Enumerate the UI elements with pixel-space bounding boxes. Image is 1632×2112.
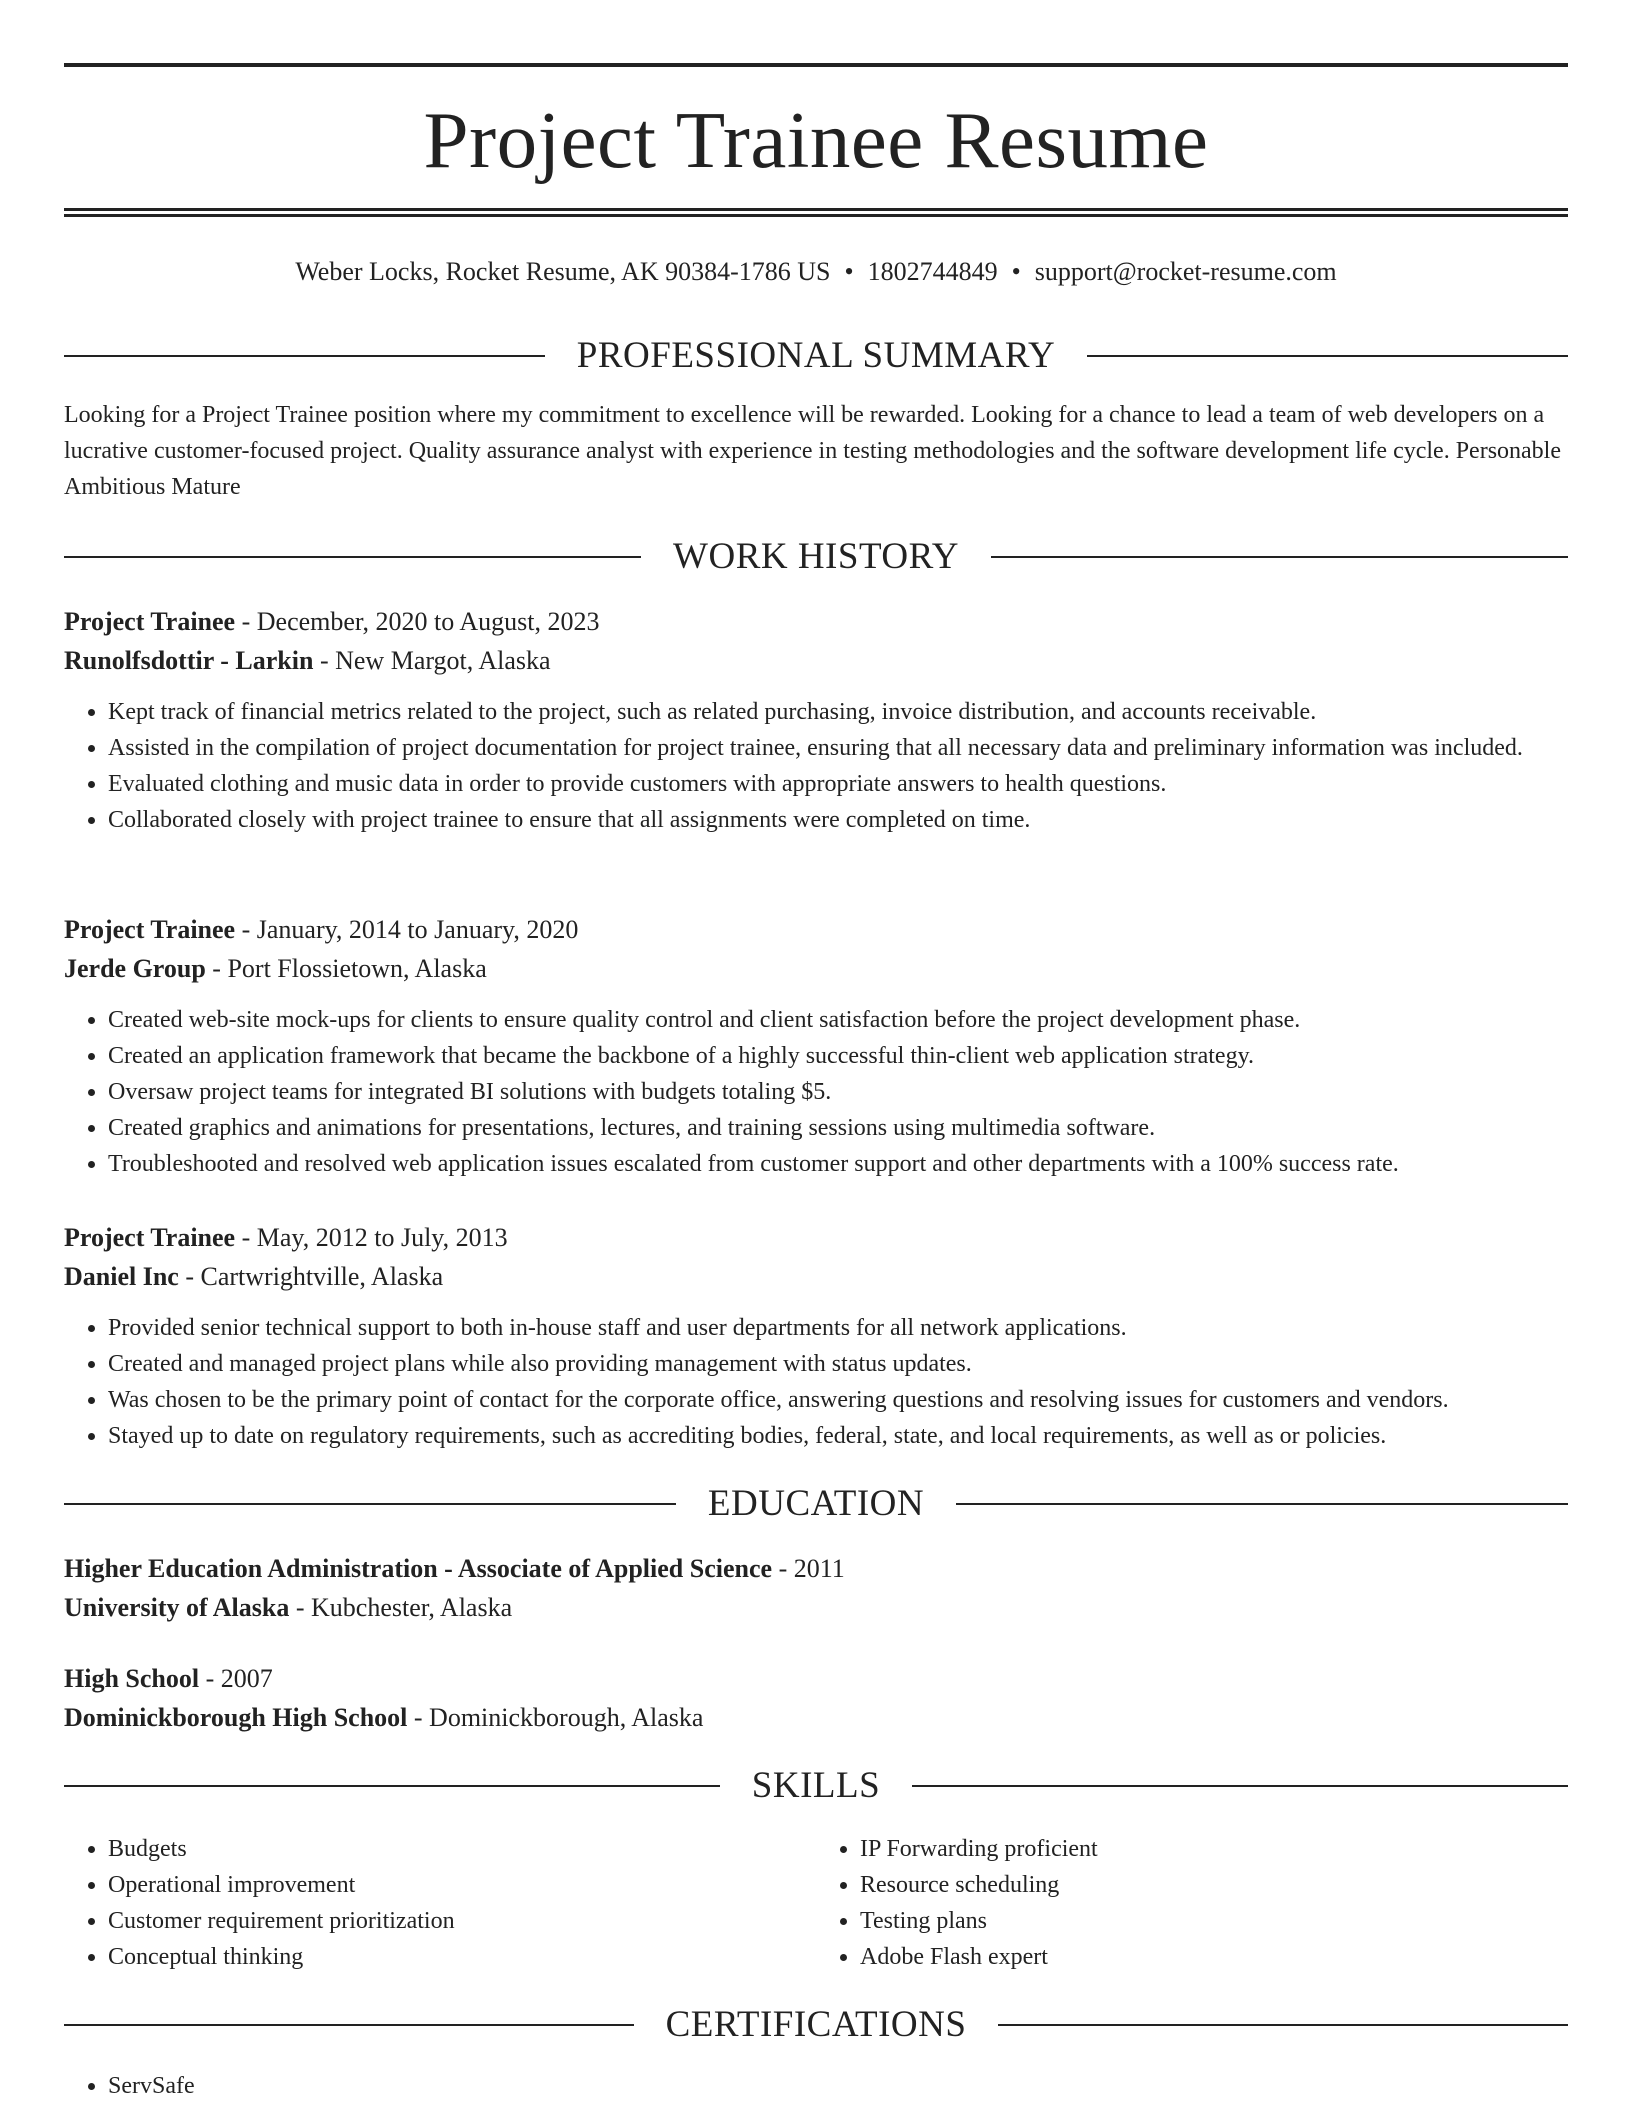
graduation-year: - 2007: [199, 1664, 273, 1693]
section-title: EDUCATION: [707, 1483, 925, 1524]
list-item: • Created an application framework that became the backbone of a highly successful thin-client web application strategy.: [108, 1038, 1568, 1074]
divider: [998, 2024, 1568, 2026]
contact-separator: •: [1011, 257, 1021, 286]
job-title: Project Trainee: [64, 1223, 236, 1252]
job-entry: [64, 910, 1568, 1182]
job-location: - Cartwrightville, Alaska: [178, 1262, 444, 1291]
divider: [64, 556, 641, 558]
school-location: - Kubchester, Alaska: [289, 1593, 513, 1622]
degree: High School: [64, 1664, 200, 1693]
skill-item: • Customer requirement prioritization: [108, 1903, 816, 1939]
divider: [956, 1503, 1568, 1505]
skill-item: • Resource scheduling: [860, 1867, 1568, 1903]
list-item: • Was chosen to be the primary point of contact for the corporate office, answering questions and resolving issues for customers and vendors.: [108, 1382, 1568, 1418]
education-entry: [64, 1659, 1568, 1737]
school-row: [64, 1588, 1568, 1627]
contact-email: support@rocket-resume.com: [1034, 257, 1337, 286]
skill-item: • Budgets: [108, 1831, 816, 1867]
certifications-heading: [64, 2003, 1568, 2047]
job-entry: [64, 602, 1568, 838]
divider: [991, 556, 1568, 558]
list-item: • Created graphics and animations for presentations, lectures, and training sessions using multimedia software.: [108, 1110, 1568, 1146]
job-location: - Port Flossietown, Alaska: [205, 954, 487, 983]
section-title: WORK HISTORY: [673, 536, 959, 577]
skill-item: • Conceptual thinking: [108, 1939, 816, 1975]
degree-row: [64, 1659, 1568, 1698]
job-company-row: [64, 641, 1568, 680]
divider: [64, 1503, 676, 1505]
list-item: • Stayed up to date on regulatory requirements, such as accrediting bodies, federal, state, and local requirements, as well as or policies.: [108, 1418, 1568, 1454]
contact-line: [64, 252, 1568, 292]
title-double-rule: [64, 208, 1568, 217]
school-row: [64, 1698, 1568, 1737]
school-location: - Dominickborough, Alaska: [407, 1703, 704, 1732]
job-bullets: [64, 694, 1568, 838]
job-title: Project Trainee: [64, 915, 236, 944]
job-dates: - December, 2020 to August, 2023: [235, 607, 600, 636]
school: Dominickborough High School: [64, 1703, 408, 1732]
job-company: Jerde Group: [64, 954, 206, 983]
job-dates: - May, 2012 to July, 2013: [235, 1223, 508, 1252]
list-item: • Created and managed project plans while also providing management with status updates.: [108, 1346, 1568, 1382]
list-item: • Assisted in the compilation of project documentation for project trainee, ensuring that all necessary data and preliminary information was included.: [108, 730, 1568, 766]
degree-row: [64, 1549, 1568, 1588]
section-title: PROFESSIONAL SUMMARY: [576, 335, 1056, 376]
section-title: CERTIFICATIONS: [665, 2004, 967, 2045]
contact-address: Weber Locks, Rocket Resume, AK 90384-1786 US: [295, 257, 831, 286]
certifications-list: [64, 2068, 1568, 2104]
graduation-year: - 2011: [772, 1554, 845, 1583]
education-entry: [64, 1549, 1568, 1627]
job-company-row: [64, 1257, 1568, 1296]
job-title-row: [64, 1218, 1568, 1257]
divider: [64, 2024, 634, 2026]
top-rule: [64, 63, 1568, 67]
list-item: • Collaborated closely with project trainee to ensure that all assignments were completed on time.: [108, 802, 1568, 838]
school: University of Alaska: [64, 1593, 290, 1622]
list-item: • Provided senior technical support to both in-house staff and user departments for all network applications.: [108, 1310, 1568, 1346]
contact-separator: •: [844, 257, 854, 286]
summary-text: Looking for a Project Trainee position where my commitment to excellence will be rewarded. Looking for a chance to lead a team of web developers on a lucrative customer-focused project. Quality assurance analyst with experience in testing methodologies and the software development life cycle. Personable Ambitious Mature: [64, 402, 1561, 500]
job-company: Daniel Inc: [64, 1262, 179, 1291]
list-item: • Troubleshooted and resolved web application issues escalated from customer support and other departments with a 100% success rate.: [108, 1146, 1568, 1182]
job-company: Runolfsdottir - Larkin: [64, 646, 314, 675]
divider: [912, 1785, 1568, 1787]
certification-item: • ServSafe: [108, 2068, 1568, 2104]
skills-heading: [64, 1764, 1568, 1808]
summary-heading: [64, 334, 1568, 378]
skill-item: • IP Forwarding proficient: [860, 1831, 1568, 1867]
skills-column-left: [64, 1831, 816, 1975]
job-location: - New Margot, Alaska: [313, 646, 551, 675]
job-title: Project Trainee: [64, 607, 236, 636]
list-item: • Evaluated clothing and music data in order to provide customers with appropriate answers to health questions.: [108, 766, 1568, 802]
section-title: SKILLS: [751, 1765, 881, 1806]
divider: [64, 355, 545, 357]
degree: Higher Education Administration - Associate of Applied Science: [64, 1554, 773, 1583]
skill-item: • Adobe Flash expert: [860, 1939, 1568, 1975]
page-title: Project Trainee Resume: [423, 95, 1209, 185]
job-bullets: [64, 1002, 1568, 1182]
list-item: • Kept track of financial metrics related to the project, such as related purchasing, invoice distribution, and accounts receivable.: [108, 694, 1568, 730]
job-title-row: [64, 910, 1568, 949]
job-title-row: [64, 602, 1568, 641]
skills-list: [64, 1831, 1568, 1975]
skill-item: • Operational improvement: [108, 1867, 816, 1903]
divider: [64, 1785, 720, 1787]
work-history-heading: [64, 535, 1568, 579]
contact-phone: 1802744849: [867, 257, 998, 286]
certification-bullets: [64, 2068, 1568, 2104]
job-dates: - January, 2014 to January, 2020: [235, 915, 579, 944]
list-item: • Created web-site mock-ups for clients to ensure quality control and client satisfaction before the project development phase.: [108, 1002, 1568, 1038]
job-bullets: [64, 1310, 1568, 1454]
job-company-row: [64, 949, 1568, 988]
education-heading: [64, 1482, 1568, 1526]
job-entry: [64, 1218, 1568, 1454]
skills-column-right: [816, 1831, 1568, 1975]
divider: [1087, 355, 1568, 357]
skill-item: • Testing plans: [860, 1903, 1568, 1939]
list-item: • Oversaw project teams for integrated BI solutions with budgets totaling $5.: [108, 1074, 1568, 1110]
